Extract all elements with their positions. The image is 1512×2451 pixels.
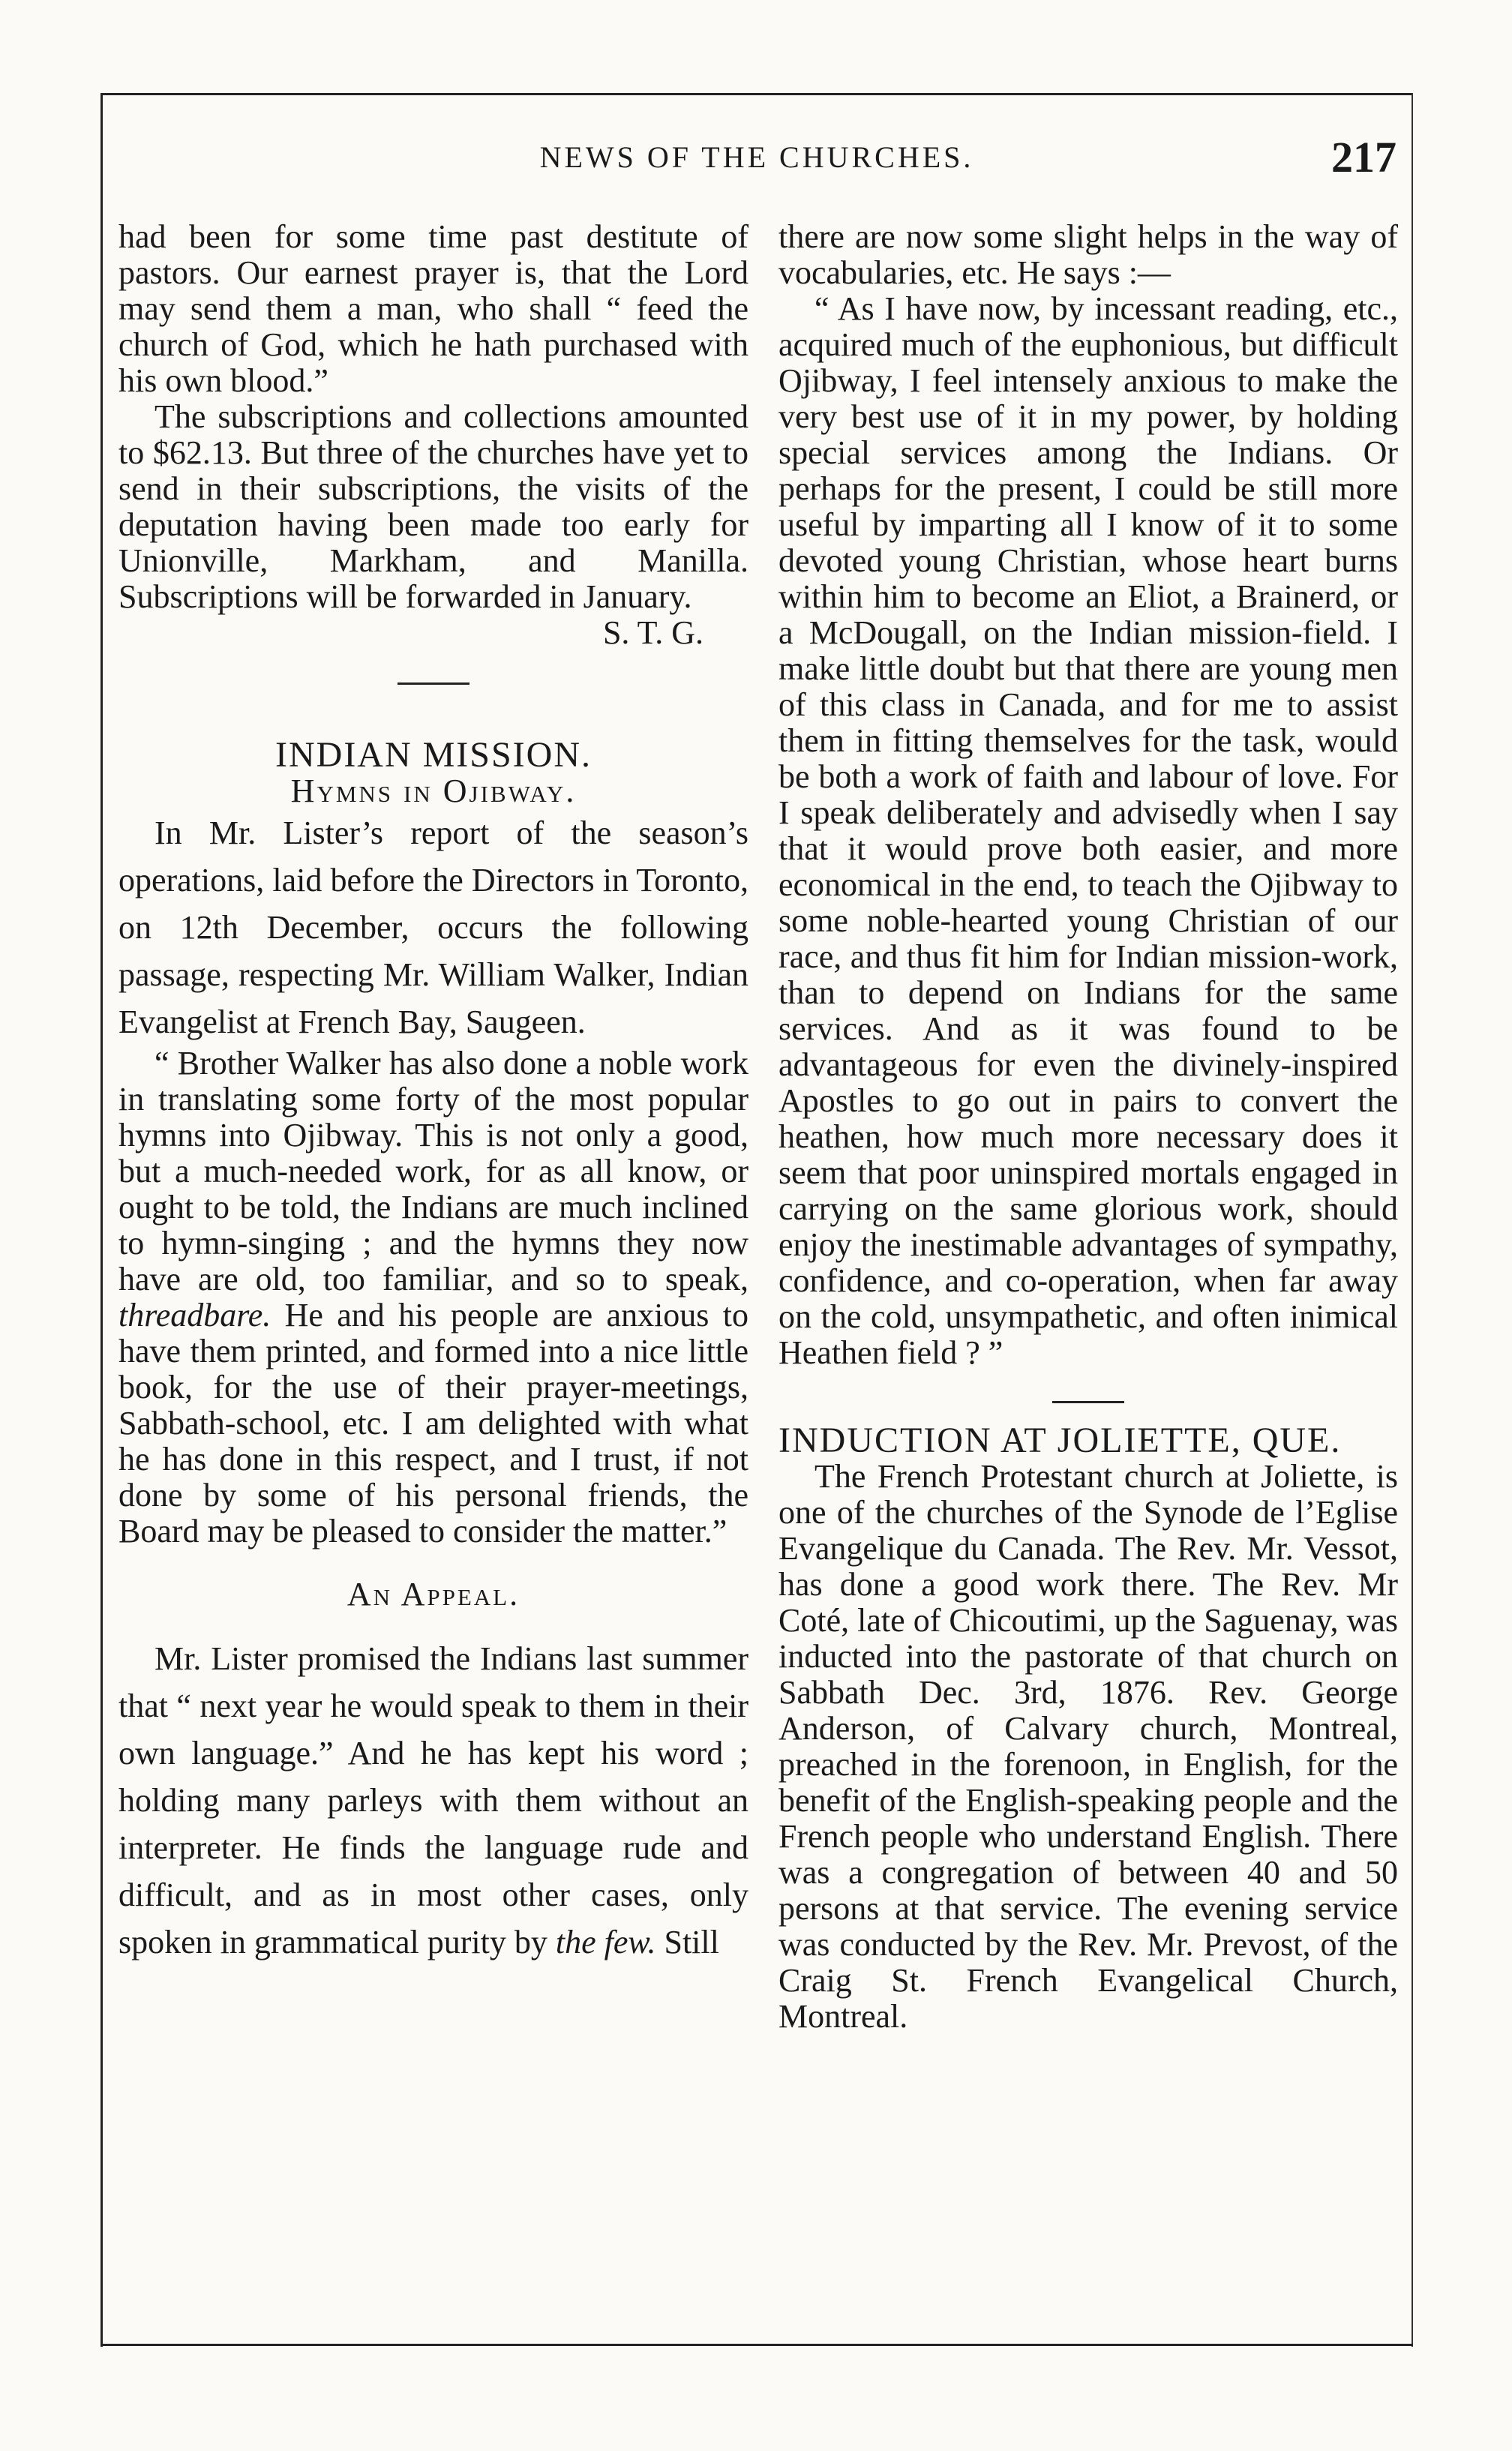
top-border-rule [100, 93, 1413, 95]
lister-quote-paragraph: “ As I have now, by incessant reading, etc., acquired much of the euphonious, but difficult Ojibway, I feel intensely anxious to make the very best use of it in my power, by holding special services among the Indians. Or perhaps for the present, I could be still more useful by imparting all I know of it to some devoted young Christian, whose heart burns within him to become an Eliot, a Brainerd, or a McDougall, on the Indian mission-field. I make little doubt but that there are young men of this class in Canada, and for me to assist them in fitting themselves for the task, would be both a work of faith and labour of love. For I speak deliberately and advisedly when I say that it would prove both easier, and more economical in the end, to teach the Ojibway to some noble-hearted young Christian of our race, and thus fit him for Indian mission-work, than to depend on Indians for the same services. And as it was found to be advantageous for even the divinely-inspired Apostles to go out in pairs to convert the heathen, how much more necessary does it seem that poor uninspired mortals engaged in carrying on the same glorious work, should enjoy the inestimable advantages of sympathy, confidence, and co-operation, when far away on the cold, unsympathetic, and often inimical Heathen field ? ” [778, 290, 1398, 1371]
brother-walker-quote [118, 1046, 748, 1550]
section-heading-induction: INDUCTION AT JOLIETTE, QUE. [778, 1420, 1342, 1460]
running-title: NEWS OF THE CHURCHES. [539, 140, 974, 174]
section-separator [398, 682, 470, 685]
right-column [778, 219, 1398, 2035]
left-border-rule [100, 93, 103, 2347]
quote-text-a: “ Brother Walker has also done a noble work in translating some forty of the most popular hymns into Ojibway. This is not only a good, but a much-needed work, for as all know, or ought to be told, the Indians are much inclined to hymn-singing ; and the hymns they now have are old, too familiar, and so to speak, [118, 1045, 748, 1298]
right-paragraph-1: there are now some slight helps in the way of vocabularies, etc. He says :— [778, 218, 1398, 291]
bottom-border-rule [100, 2344, 1413, 2346]
quote-italic-word: threadbare. [118, 1297, 272, 1334]
induction-paragraph: The French Protestant church at Joliette, is one of the churches of the Synode de l’Eglise Evangelique du Canada. The Rev. Mr. Vessot, has done a good work there. The Rev. Mr Coté, late of Chicoutimi, up the Saguenay, was inducted into the pastorate of that church on Sabbath Dec. 3rd, 1876. Rev. George Anderson, of Calvary church, Montreal, preached in the forenoon, in English, for the benefit of the English-speaking people and the French people who understand English. There was a congregation of between 40 and 50 persons at that service. The evening service was conducted by the Rev. Mr. Prevost, of the Craig St. French Evangelical Church, Montreal. [778, 1458, 1398, 2035]
left-column [118, 219, 748, 1966]
right-border-rule [1412, 93, 1413, 2347]
lister-report-paragraph: In Mr. Lister’s report of the season’s operations, laid before the Directors in Toronto, on 12th December, occurs the following passage, respecting Mr. William Walker, Indian Evangelist at French Bay, Saugeen. [118, 814, 748, 1040]
signature: S. T. G. [602, 614, 704, 651]
subheading-hymns-in-ojibway: Hymns in Ojibway. [290, 772, 577, 809]
quote-text-b: He and his people are anxious to have them printed, and formed into a nice little book, for the use of their prayer-meetings, Sabbath-school, etc. I am delighted with what he has done in this respect, and I trust, if not done by some of his personal friends, the Board may be pleased to consider the matter.” [118, 1297, 748, 1550]
appeal-italic-phrase: the few. [555, 1924, 656, 1960]
subheading-an-appeal: An Appeal. [346, 1576, 520, 1612]
page-number: 217 [1331, 133, 1396, 182]
subscriptions-paragraph: The subscriptions and collections amounted to $62.13. But three of the churches have yet to send in their subscriptions, the visits of the deputation having been made too early for Unionville, Markham, and Manilla. Subscriptions will be forwarded in January. [118, 398, 748, 615]
appeal-text-b: Still [656, 1924, 719, 1960]
appeal-text-a: Mr. Lister promised the Indians last summer that “ next year he would speak to them in their own language.” And he has kept his word ; holding many parleys with them without an interpreter. He finds the language rude and difficult, and as in most other cases, only spoken in grammatical purity by [118, 1640, 748, 1960]
appeal-paragraph [118, 1635, 748, 1966]
running-head [100, 132, 1413, 184]
section-heading-indian-mission: INDIAN MISSION. [275, 735, 592, 775]
left-paragraph-1: had been for some time past destitute of pastors. Our earnest prayer is, that the Lord may send them a man, who shall “ feed the church of God, which he hath purchased with his own blood.” [118, 218, 748, 399]
section-separator [1052, 1401, 1124, 1403]
